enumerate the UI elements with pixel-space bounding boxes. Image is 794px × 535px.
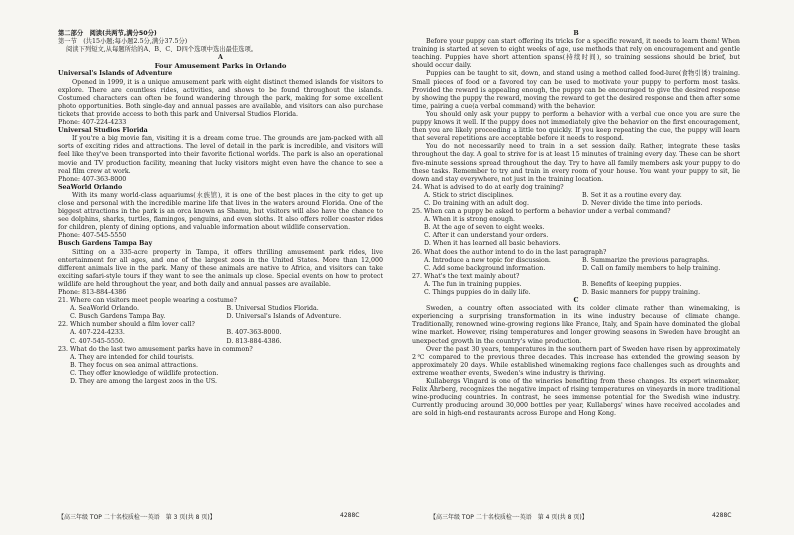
footer-page-4: 【高三年级 TOP 二十名校质检一·英语 第 4 页(共 8 页)】: [430, 514, 588, 521]
question-option: D. Never divide the time into periods.: [582, 199, 703, 207]
footer-page-3: 【高三年级 TOP 二十名校质检一·英语 第 3 页(共 8 页)】: [58, 514, 216, 521]
page-4-column: [412, 30, 740, 419]
park-description: With its many world-class aquariums(水族馆), it is one of the best places in the city to get up close and personal with the incredible marine life that lives in the waters around Florida. One of the biggest attractions in the park is an orca known as Shamu, but visitors will also have the chance to see dolphins, sharks, turtles, flamingos, penguins, and even sloths. It also offers roller coaster rides for children, plenty of dining options, and valuable information about wildlife conservation.: [58, 191, 383, 232]
park-name: Busch Gardens Tampa Bay: [58, 240, 153, 248]
passage-letter-b: B: [573, 30, 579, 37]
question-option: C. They offer knowledge of wildlife protection.: [70, 369, 219, 377]
question-option: D. Basic manners for puppy training.: [582, 289, 701, 296]
question-option: B. Universal Studios Florida.: [226, 305, 319, 313]
park-description: Opened in 1999, it is a unique amusement park with eight distinct themed islands for visitors to explore. There are countless rides, activities, and shows to be found throughout the islands. Costumed characters can often be found wandering through the park, making for some excellent photo opportunities. Both single-day and annual passes are available, and visitors can also purchase tickets that provide access to both this park and Universal Studios Florida.: [58, 78, 383, 118]
question-option: C. Add some background information.: [424, 264, 546, 272]
question-option: B. They focus on sea animal attractions.: [70, 361, 198, 369]
question-stem: 24. What is advised to do at early dog training?: [412, 183, 564, 191]
park-name: SeaWorld Orlando: [58, 183, 123, 191]
question-stem: 21. Where can visitors meet people wearing a costume?: [58, 297, 237, 305]
passage-c-paragraph: Sweden, a country often associated with its colder climate rather than winemaking, is experiencing a surprising transformation in its wine industry because of climate change. Traditionally, renowned wine-growing regions like France, Italy, and Spain have dominated the global wine market. However, rising temperatures and longer growing seasons in Sweden have brought an unexpected growth in the country's wine production.: [412, 305, 740, 345]
question-option: B. Set it as a routine every day.: [582, 191, 682, 199]
question-stem: 23. What do the last two amusement parks have in common?: [58, 345, 253, 353]
question-option: C. 407-545-5550.: [70, 337, 125, 345]
question-options: [412, 281, 740, 297]
question-options: [58, 329, 383, 345]
question-option: C. Busch Gardens Tampa Bay.: [70, 313, 166, 321]
park-phone: Phone: 407-363-8000: [58, 175, 127, 183]
passage-c-body: [412, 305, 740, 418]
passage-c-paragraph: Kullabergs Vingard is one of the wineries benefiting from these changes. Its expert winemaker, Felix Åhrberg, recognizes the negative impact of rising temperatures on vineyards in more traditional wine-producing countries. In contrast, he sees immense potential for the Swedish wine industry. Currently producing around 30,000 bottles per year, Kullabergs' wines have received accolades and are sold in high-end restaurants across Europe and Hong Kong.: [412, 378, 740, 418]
passage-c-paragraph: Over the past 30 years, temperatures in the southern part of Sweden have risen by approximately 2℃ compared to the previous three decades. This increase has extended the growing season by approximately 20 days. While established winemaking regions face challenges such as droughts and extreme weather events, Sweden's wine industry is thriving.: [412, 345, 740, 377]
parks-list: [58, 70, 383, 297]
question-option: A. The fun in training puppies.: [424, 280, 522, 288]
question-option: C. Do training with an adult dog.: [424, 199, 529, 207]
question-stem: 27. What's the text mainly about?: [412, 272, 520, 280]
passage-b-paragraph: Before your puppy can start offering its tricks for a specific reward, it needs to learn them! When training is started at seven to eight weeks of age, use methods that rely on encouragement and gentle teaching. Puppies have short attention spans(持续时间), so training sessions should be brief, but should occur daily.: [412, 38, 740, 70]
park-name: Universal Studios Florida: [58, 127, 148, 135]
question-option: A. Introduce a new topic for discussion.: [424, 256, 551, 264]
question-option: D. When it has learned all basic behaviors.: [424, 240, 561, 248]
question-options: [412, 257, 740, 273]
passage-b-body: [412, 38, 740, 184]
question-options: [58, 354, 383, 386]
question-option: A. 407-224-4233.: [70, 329, 125, 337]
park-phone: Phone: 407-545-5550: [58, 232, 127, 240]
question-stem: 26. What does the author intend to do in the last paragraph?: [412, 248, 607, 256]
questions-21-23: [58, 297, 383, 386]
passage-b-paragraph: You do not necessarily need to train in a set session daily. Rather, integrate these tasks throughout the day. A goal to strive for is at least 15 minutes of training every day. These can be short five-minute sessions spread throughout the day. Try to have all family members ask your puppy to do these tasks. Remember to try and train in every room of your house. You want your puppy to sit, lie down and stay everywhere, not just in the training location.: [412, 143, 740, 183]
question-stem: 22. Which number should a film lover call?: [58, 321, 195, 329]
code-page-4: 4288C: [712, 512, 732, 519]
question-option: B. Summarize the previous paragraphs.: [582, 256, 710, 264]
question-option: D. 813-884-4386.: [226, 337, 282, 345]
question-stem: 25. When can a puppy be asked to perform a behavior under a verbal command?: [412, 208, 671, 216]
question-option: C. Things puppies do in daily life.: [424, 289, 531, 296]
question-option: B. 407-363-8000.: [226, 329, 282, 337]
passage-letter-c: C: [573, 297, 579, 305]
park-description: Sitting on a 335-acre property in Tampa, it offers thrilling amusement park rides, live entertainment for all ages, and one of the largest zoos in the United States. More than 12,000 different animals live in the park. Many of these animals are native to Africa, and visitors can take exciting safari-style tours if they want to see the animals up close. Special events on how to protect wildlife are held throughout the year, and both daily and annual passes are available.: [58, 248, 383, 288]
question-options: [412, 192, 740, 208]
section-heading: 第二部分 阅读(共两节,满分50分): [58, 30, 157, 37]
park-phone: Phone: 407-224-4233: [58, 119, 127, 127]
park-description: If you're a big movie fan, visiting it is a dream come true. The grounds are jam-packed with all sorts of exciting rides and attractions. The level of detail in the park is incredible, and visitors will feel like they've been transported into their favorite fictional worlds. The park is also an operational movie and TV production facility, meaning that lucky visitors might even have the chance to see a real film crew at work.: [58, 135, 383, 175]
question-option: D. They are among the largest zoos in the US.: [70, 378, 217, 386]
question-option: B. At the age of seven to eight weeks.: [424, 224, 545, 232]
question-options: [412, 216, 740, 248]
passage-b-paragraph: You should only ask your puppy to perform a behavior with a verbal cue once you are sure the puppy knows it well. If the puppy does not immediately give the behavior on the first encouragement, then you are likely proceeding a little too quickly. If you keep repeating the cue, the puppy will learn that several repetitions are acceptable before it needs to respond.: [412, 110, 740, 143]
passage-b-paragraph: Puppies can be taught to sit, down, and stand using a method called food-lure(食物引诱) training. Small pieces of food or a favored toy can be used to motivate your puppy to perform most tasks. Provided the reward is appealing enough, the puppy can be encouraged to give the desired response by showing the puppy the reward, moving the reward to get the desired response and then after some time, pairing a cue(a verbal command) with the behavior.: [412, 70, 740, 110]
question-option: A. They are intended for child tourists.: [70, 353, 194, 361]
question-option: A. When it is strong enough.: [424, 216, 516, 224]
passage-letter-a: A: [218, 54, 223, 62]
code-page-3: 4288C: [340, 512, 360, 519]
question-option: A. Stick to strict disciplines.: [424, 191, 514, 199]
question-option: A. SeaWorld Orlando.: [70, 305, 139, 313]
part-heading: 第一节 (共15小题;每小题2.5分,满分37.5分): [58, 38, 188, 46]
question-options: [58, 305, 383, 321]
park-name: Universal's Islands of Adventure: [58, 70, 173, 78]
question-option: D. Universal's Islands of Adventure.: [226, 313, 342, 321]
instruction: 阅读下列短文,从每题所给的A、B、C、D四个选项中选出最佳选项。: [66, 46, 258, 54]
park-phone: Phone: 813-884-4386: [58, 289, 127, 296]
page-3-column: [58, 30, 383, 386]
question-option: D. Call on family members to help training.: [582, 264, 721, 272]
question-option: C. After it can understand your orders.: [424, 232, 549, 240]
passage-a-title: Four Amusement Parks in Orlando: [154, 62, 287, 71]
questions-24-27: [412, 184, 740, 297]
question-option: B. Benefits of keeping puppies.: [582, 280, 682, 288]
